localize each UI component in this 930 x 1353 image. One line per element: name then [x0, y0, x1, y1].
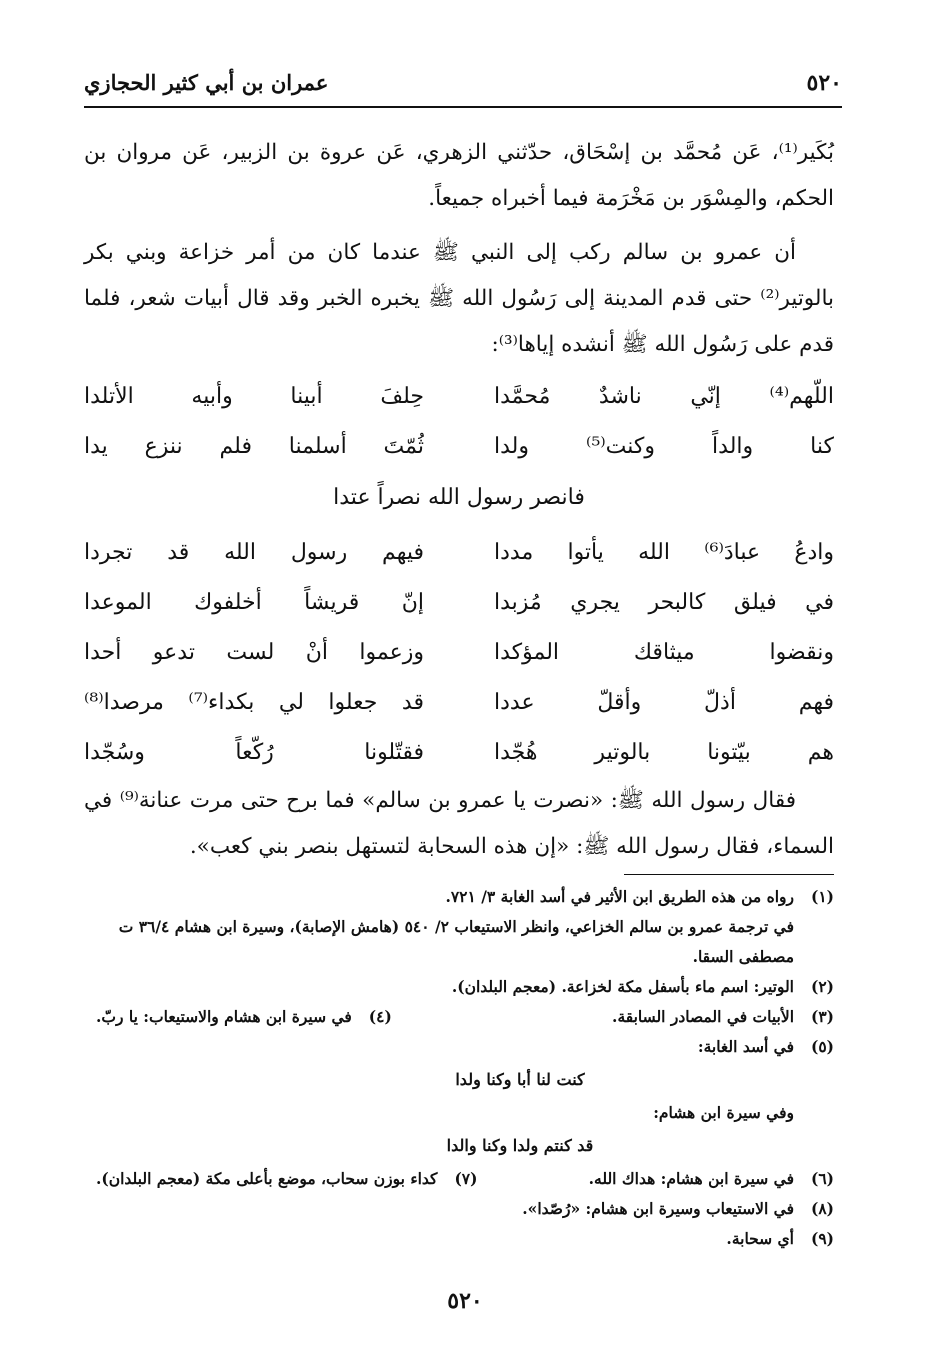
verse-first-hemistich: وادعُ عبادَ⁽⁶⁾ الله يأتوا مددا — [494, 540, 834, 565]
verse-second-hemistich: إنّ قريشاً أخلفوك الموعدا — [84, 590, 424, 615]
footnote-1 — [96, 882, 834, 912]
header-title: عمران بن أبي كثير الحجازي — [84, 70, 329, 95]
verse-line — [84, 678, 834, 728]
footnote-text: الوتير: اسم ماء بأسفل مكة لخزاعة. (معجم البلدان). — [451, 977, 794, 996]
paragraph-conclusion: فقال رسول الله ﷺ: «نصرت يا عمرو بن سالم» فما برح حتى مرت عنانة⁽⁹⁾ في السماء، فقال رسول الله ﷺ: «إن هذه السحابة لتستهل بنصر بني كعب». — [84, 788, 834, 859]
verse-second-hemistich: ثُمّتَ أسلمنا فلم ننزع يدا — [84, 434, 424, 459]
footnote-text: رواه من هذه الطريق ابن الأثير في أسد الغابة ٣/ ٧٢١. — [445, 887, 794, 906]
paragraph-narrative: أن عمرو بن سالم ركب إلى النبي ﷺ عندما كان من أمر خزاعة وبني بكر بالوتير⁽²⁾ حتى قدم المدينة إلى رَسُول الله ﷺ يخبره الخبر وقد قال أبيات شعر، فلما قدم على رَسُول الله ﷺ أنشده إياها⁽³⁾: — [84, 240, 834, 357]
footnote-5-continuation — [96, 1098, 834, 1128]
verse-line — [84, 372, 834, 422]
footnote-text: في أسد الغابة: — [697, 1037, 794, 1056]
verse-second-hemistich: فيهم رسول الله قد تجردا — [84, 540, 424, 565]
footnote-number: (٥) — [810, 1037, 834, 1056]
footnote-8 — [96, 1194, 834, 1224]
footnote-text: الأبيات في المصادر السابقة. — [612, 1007, 794, 1026]
footnote-1-continuation — [96, 912, 834, 972]
running-header — [84, 62, 842, 108]
footer-page-number: ٥٢٠ — [447, 1288, 483, 1314]
footnote-number: (٢) — [810, 977, 834, 996]
verse-second-hemistich: حِلفَ أبينا وأبيه الأتلدا — [84, 384, 424, 409]
footnote-7 — [96, 1164, 477, 1194]
footnote-number: (٣) — [810, 1007, 834, 1026]
paragraph-isnad: بُكَير⁽¹⁾، عَن مُحمَّد بن إسْحَاق، حدّثني الزهري، عَن عروة بن الزبير، عَن مروان بن الحكم، والمِسْوَر بن مَخْرَمة فيما أخبراه جميعاً. — [84, 140, 834, 211]
verse-line — [84, 528, 834, 578]
footnotes — [96, 882, 834, 1254]
footnote-text: في الاستيعاب وسيرة ابن هشام: «رُصّدا». — [522, 1199, 794, 1218]
poem-block-b — [84, 528, 834, 778]
verse-second-hemistich: وزعموا أنْ لست تدعو أحدا — [84, 640, 424, 665]
footnote-poem-line: قد كنتم ولدا وكنا والدا — [446, 1136, 594, 1155]
footnote-text: في سيرة ابن هشام: هداك الله. — [588, 1169, 794, 1188]
verse-first-hemistich: هم بيّتونا بالوتير هُجّدا — [494, 740, 834, 765]
footnote-number: (٨) — [810, 1199, 834, 1218]
footnote-row-3-4 — [96, 1002, 834, 1032]
verse-second-hemistich: فقتّلونا رُكّعاً وسُجّدا — [84, 740, 424, 765]
poem-block-a — [84, 372, 834, 472]
verse-line — [84, 628, 834, 678]
footnote-row-6-7 — [96, 1164, 834, 1194]
footnote-text: في ترجمة عمرو بن سالم الخزاعي، وانظر الاستيعاب ٢/ ٥٤٠ (هامش الإصابة)، وسيرة ابن هشام ٣٦/٤ ت مصطفى السقا. — [118, 917, 794, 966]
footnote-3 — [612, 1002, 834, 1032]
footnote-number: (٩) — [810, 1229, 834, 1248]
header-page-number: ٥٢٠ — [806, 70, 842, 96]
verse-line — [84, 728, 834, 778]
verse-first-hemistich: اللّهم⁽⁴⁾ إنّي ناشدٌ مُحمَّدا — [494, 384, 834, 409]
footnote-number: (٦) — [810, 1169, 834, 1188]
verse-first-hemistich: فهم أذلّ وأقلّ عددا — [494, 690, 834, 715]
footnote-text: في سيرة ابن هشام والاستيعاب: يا ربّ. — [96, 1007, 352, 1026]
verse-line — [84, 578, 834, 628]
footnote-number: (٤) — [368, 1007, 392, 1026]
footnote-text: وفي سيرة ابن هشام: — [653, 1103, 794, 1122]
verse-first-hemistich: ونقضوا ميثاقك المؤكدا — [494, 640, 834, 665]
footnote-number: (٧) — [454, 1169, 478, 1188]
footnote-2 — [96, 972, 834, 1002]
footnote-text: أي سحابة. — [726, 1229, 794, 1248]
single-verse: فانصر رسول الله نصراً عتدا — [333, 485, 585, 510]
verse-first-hemistich: في فيلق كالبحر يجري مُزبدا — [494, 590, 834, 615]
main-text — [84, 130, 834, 870]
verse-first-hemistich: كنا والداً وكنت⁽⁵⁾ ولدا — [494, 434, 834, 459]
footnote-4 — [96, 1002, 392, 1032]
footnote-separator — [624, 874, 834, 875]
footnote-text: كداء بوزن سحاب، موضع بأعلى مكة (معجم البلدان). — [96, 1169, 438, 1188]
footnote-number: (١) — [810, 887, 834, 906]
verse-second-hemistich: قد جعلوا لي بكداء⁽⁷⁾ مرصدا⁽⁸⁾ — [84, 690, 424, 715]
footnote-6 — [589, 1164, 834, 1194]
footnote-poem-line: كنت لنا أبا وكنا ولدا — [455, 1070, 585, 1089]
footnote-5 — [96, 1032, 834, 1062]
verse-line — [84, 422, 834, 472]
footnote-9 — [96, 1224, 834, 1254]
